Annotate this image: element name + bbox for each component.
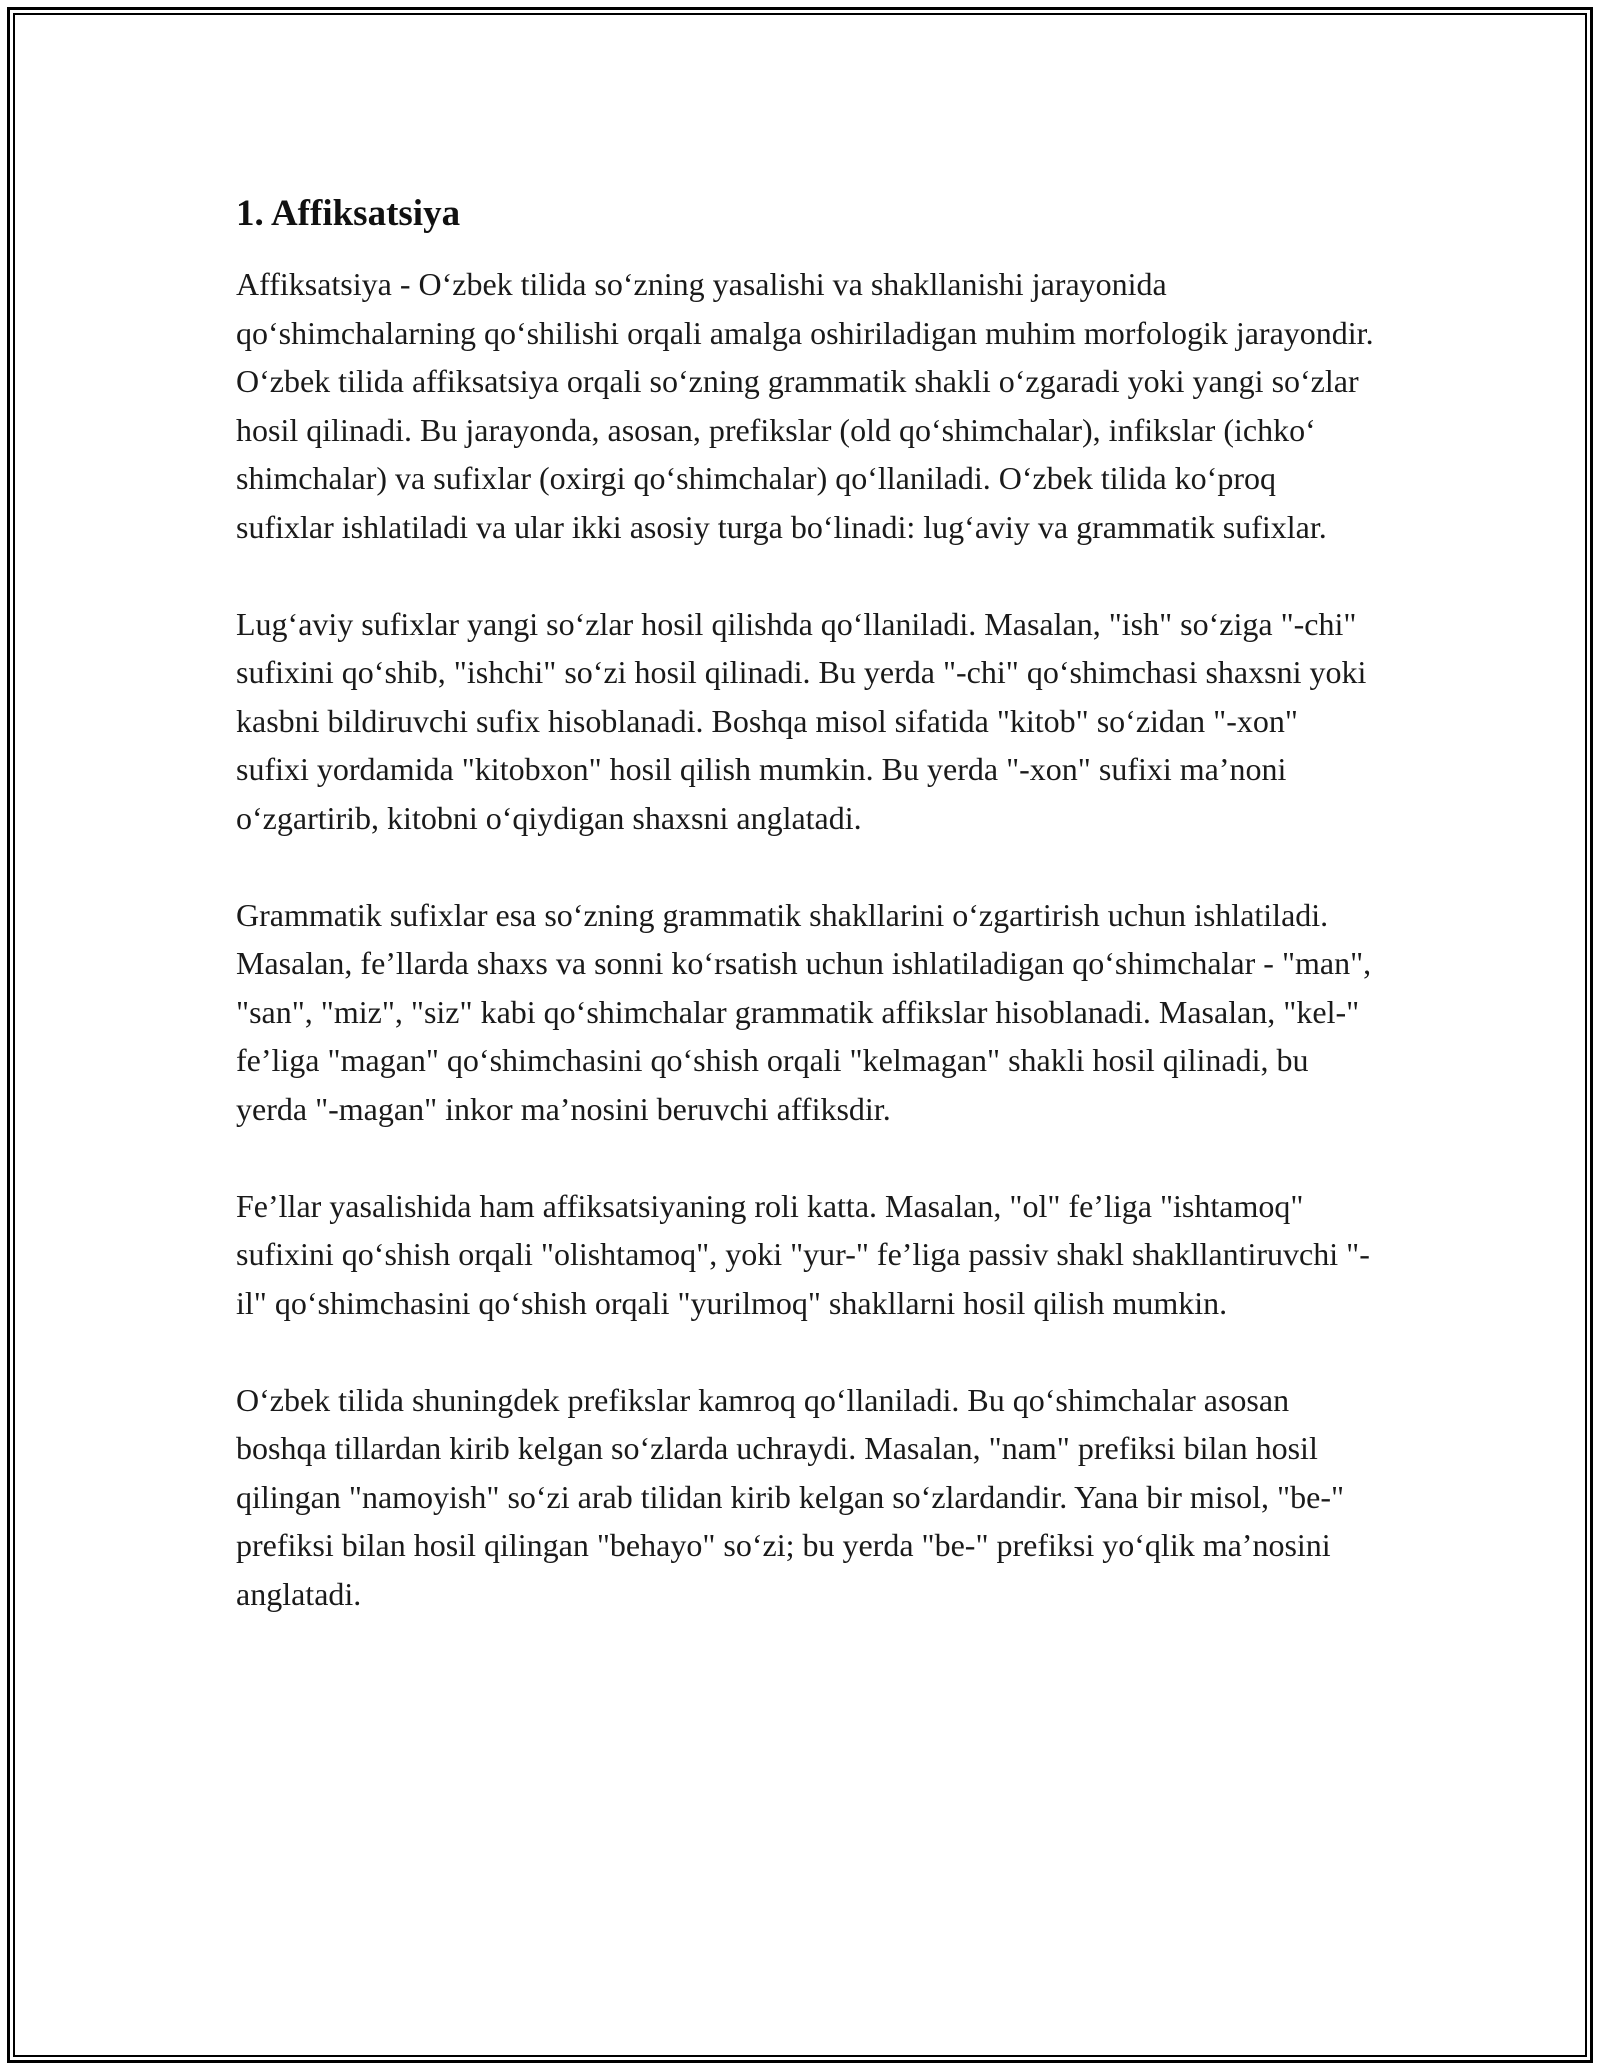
paragraph-lexical-suffixes: Lug‘aviy sufixlar yangi so‘zlar hosil qilishda qo‘llaniladi. Masalan, "ish" so‘ziga "-chi" sufixini qo‘shib, "ishchi" so‘zi hosil qilinadi. Bu yerda "-chi" qo‘shimchasi shaxsni yoki kasbni bildiruvchi sufix hisoblanadi. Boshqa misol sifatida "kitob" so‘zidan "-xon" sufixi yordamida "kitobxon" hosil qilish mumkin. Bu yerda "-xon" sufixi ma’noni o‘zgartirib, kitobni o‘qiydigan shaxsni anglatadi. (236, 605, 1367, 836)
document-body (236, 190, 1376, 1618)
paragraph-intro: Affiksatsiya - O‘zbek tilida so‘zning yasalishi va shakllanishi jarayonida qo‘shimchalarning qo‘shilishi orqali amalga oshiriladigan muhim morfologik jarayondir. O‘zbek tilida affiksatsiya orqali so‘zning grammatik shakli o‘zgaradi yoki yangi so‘zlar hosil qilinadi. Bu jarayonda, asosan, prefikslar (old qo‘shimchalar), infikslar (ichko‘ shimchalar) va sufixlar (oxirgi qo‘shimchalar) qo‘llaniladi. O‘zbek tilida ko‘proq sufixlar ishlatiladi va ular ikki asosiy turga bo‘linadi: lug‘aviy va grammatik sufixlar. (236, 266, 1374, 545)
paragraph-prefixes: O‘zbek tilida shuningdek prefikslar kamroq qo‘llaniladi. Bu qo‘shimchalar asosan boshqa tillardan kirib kelgan so‘zlarda uchraydi. Masalan, "nam" prefiksi bilan hosil qilingan "namoyish" so‘zi arab tilidan kirib kelgan so‘zlardandir. Yana bir misol, "be-" prefiksi bilan hosil qilingan "behayo" so‘zi; bu yerda "be-" prefiksi yo‘qlik ma’nosini anglatadi. (236, 1381, 1345, 1612)
paragraph-grammatical-suffixes: Grammatik sufixlar esa so‘zning grammatik shakllarini o‘zgartirish uchun ishlatiladi. Masalan, fe’llarda shaxs va sonni ko‘rsatish uchun ishlatiladigan qo‘shimchalar - "man", "san", "miz", "siz" kabi qo‘shimchalar grammatik affikslar hisoblanadi. Masalan, "kel-" fe’liga "magan" qo‘shimchasini qo‘shish orqali "kelmagan" shakli hosil qilinadi, bu yerda "-magan" inkor ma’nosini beruvchi affiksdir. (236, 896, 1372, 1127)
section-title: 1. Affiksatsiya (236, 193, 461, 234)
paragraph-verb-formation: Fe’llar yasalishida ham affiksatsiyaning roli katta. Masalan, "ol" fe’liga "ishtamoq" sufixini qo‘shish orqali "olishtamoq", yoki "yur-" fe’liga passiv shakl shakllantiruvchi "-il" qo‘shimchasini qo‘shish orqali "yurilmoq" shakllarni hosil qilish mumkin. (236, 1187, 1370, 1321)
